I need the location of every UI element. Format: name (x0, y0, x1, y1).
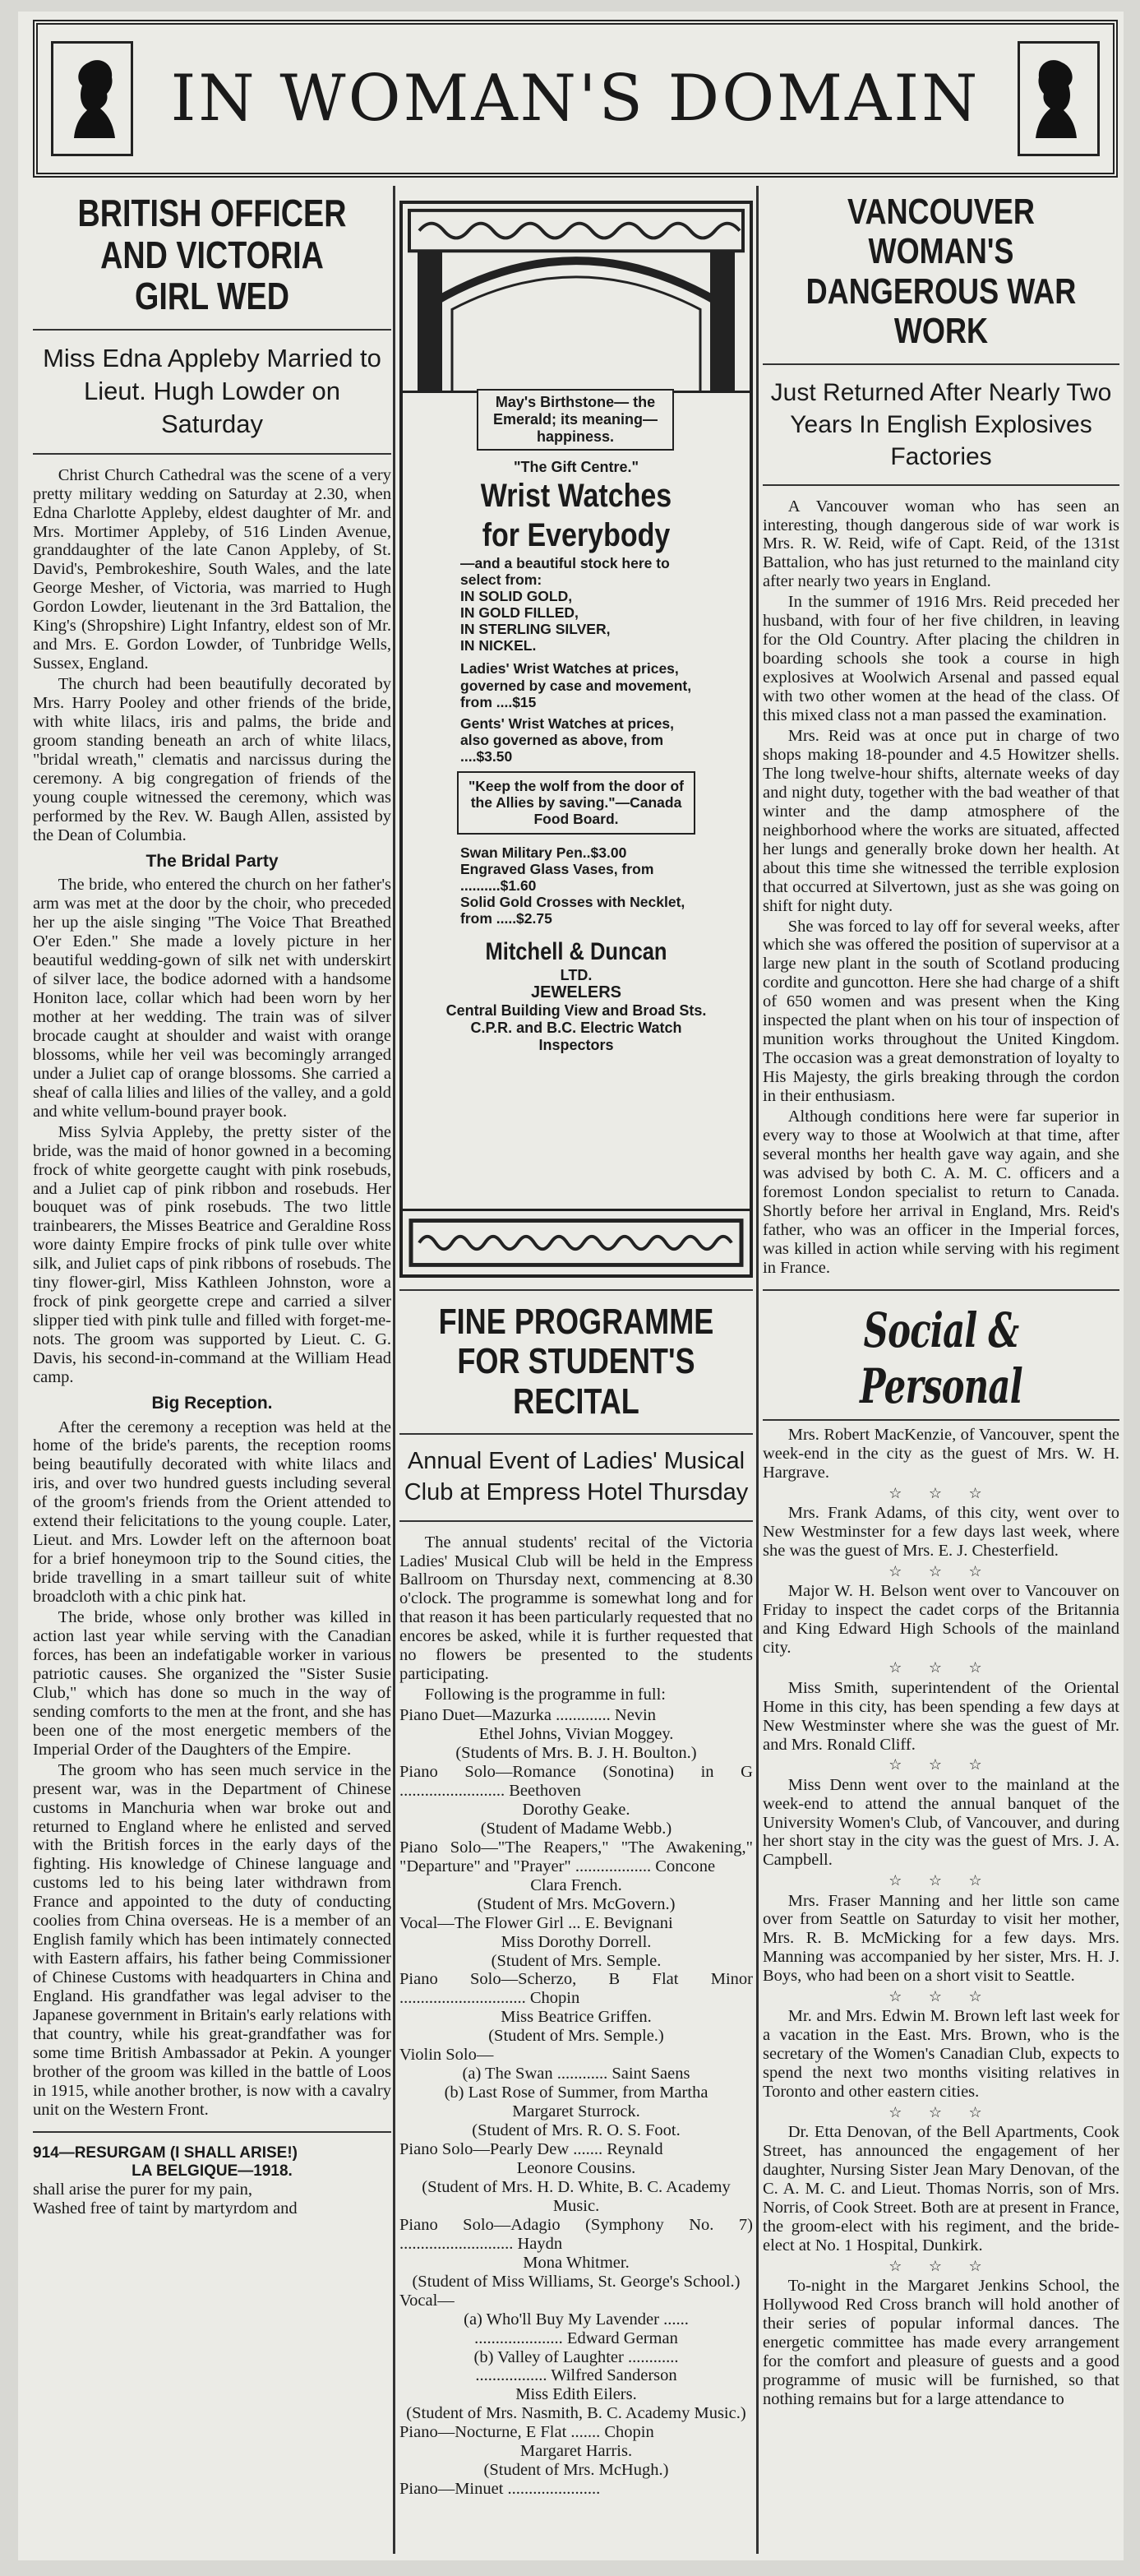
recital-article-body (399, 1533, 753, 2500)
programme-line: (Student of Mrs. McGovern.) (477, 1894, 676, 1913)
programme-line: Clara French. (530, 1875, 622, 1894)
star-separator-icon: ☆ ☆ ☆ (888, 1659, 994, 1676)
social-item: Mrs. Robert MacKenzie, of Vancouver, spent the week-end in the city as the guest of Mrs. W. H. Hargrave. (763, 1425, 1119, 1482)
firm-address: Central Building View and Broad Sts. (445, 1002, 707, 1020)
ladies-watches: Ladies' Wrist Watches at prices, governed by case and movement, from ....$15 (460, 660, 692, 710)
star-separator-icon: ☆ ☆ ☆ (888, 1756, 994, 1774)
programme-line: (a) The Swan ............ Saint Saens (462, 2065, 690, 2083)
programme-line: (Student of Mrs. R. O. S. Foot. (472, 2121, 681, 2140)
programme-line: Vocal—The Flower Girl ... E. Bevignani (399, 1913, 673, 1932)
ad-content (444, 459, 708, 1053)
poem-subtitle: LA BELGIQUE—1918. (132, 2162, 293, 2180)
programme-line: (Student of Mrs. Semple. (491, 1951, 662, 1970)
price-line: Engraved Glass Vases, from ..........$1.60 (460, 860, 654, 894)
social-item: Major W. H. Belson went over to Vancouver on Friday to inspect the cadet corps of the Britannia and King Edward High Schools of the mainland city. (763, 1581, 1119, 1657)
divider (399, 1520, 753, 1522)
programme-line: Leonore Cousins. (516, 2159, 636, 2177)
programme-line: Piano Solo—Pearly Dew ....... Reynald (399, 2140, 663, 2159)
programme-line: Miss Edith Eilers. (515, 2385, 637, 2404)
star-separator-icon: ☆ ☆ ☆ (888, 1484, 994, 1501)
newspaper-page (18, 12, 1124, 2560)
paragraph: Miss Sylvia Appleby, the pretty sister of the bride, was the maid of honor gowned in a becoming frock of white georgette caught with pink rosebuds, and a Juliet cap of pink ribbon and rosebuds. Her bouquet was of pink rosebuds. The two little trainbearers, the Misses Beatrice and Geraldine Ross wore dainty Empire frocks of pink tulle over white silk, and Juliet caps of pink ribbons of rosebuds. The tiny flower-girl, Miss Kathleen Johnston, wore a frock of pink georgette crepe and carried a silver slipper tied with pink tulle and filled with forget-me-nots. The groom was supported by Lieut. C. G. Davis, his second-in-command at the William Head camp. (33, 1122, 391, 1387)
stock-line: IN STERLING SILVER, (460, 621, 611, 638)
programme-line: Violin Solo— (399, 2046, 494, 2065)
programme-line: Miss Beatrice Griffen. (501, 2008, 652, 2027)
programme-line: Piano—Minuet ...................... (399, 2480, 601, 2499)
programme-line: Piano Solo—"The Reapers," "The Awakening," "Departure" and "Prayer" .................. Concone (399, 1838, 753, 1875)
divider (399, 1289, 753, 1291)
divider (763, 1289, 1119, 1291)
programme-line: Piano Solo—Romance (Sonotina) in G ......................... Beethoven (399, 1762, 753, 1800)
star-separator-icon: ☆ ☆ ☆ (888, 1988, 994, 2005)
divider (33, 453, 391, 455)
star-separator-icon: ☆ ☆ ☆ (888, 2258, 994, 2275)
paragraph: The bride, whose only brother was killed in action last year while serving with the Canadian forces, has been an indefatigable worker in various patriotic causes. She organized the "Sister Susie Club," which has done so much in the way of sending comforts to the men at the front, and she has been one of the most energetic members of the Imperial Order of the Daughters of the Empire. (33, 1608, 391, 1759)
programme-line: (Students of Mrs. B. J. H. Boulton.) (455, 1744, 697, 1763)
gents-watches: Gents' Wrist Watches at prices, also governed as above, from ....$3.50 (460, 715, 674, 765)
article-headline: VANCOUVER WOMAN'S DANGEROUS WAR WORK (805, 192, 1077, 352)
column-divider (393, 186, 395, 2554)
programme-line: Vocal— (399, 2291, 455, 2310)
programme-line: (Student of Mrs. Semple.) (488, 2027, 664, 2046)
star-separator-icon: ☆ ☆ ☆ (888, 1872, 994, 1889)
divider (399, 1433, 753, 1435)
stock-list (444, 555, 708, 654)
paragraph: Following is the programme in full: (424, 1686, 666, 1704)
article-body (33, 466, 391, 2120)
stock-line: IN NICKEL. (460, 637, 537, 654)
wedding-article (33, 192, 391, 2218)
stock-line: —and a beautiful stock here to select from: (460, 554, 670, 588)
paragraph: The annual students' recital of the Victoria Ladies' Musical Club will be held in the Empress Ballroom on Thursday next, commencing at 8.30 o'clock. The programme is somewhat long and for that reason it has been particularly requested that no encores be asked, while it is further requested that no flowers be presented to the students participating. (399, 1533, 753, 1684)
social-item: Mr. and Mrs. Edwin M. Brown left last week for a vacation in the East. Mrs. Brown, who is the secretary of the Women's Canadian Club, expects to spend the next two months visiting relatives in Toronto and other eastern cities. (763, 2007, 1119, 2102)
programme-line: Margaret Sturrock. (512, 2102, 640, 2121)
paragraph: She was forced to lay off for several weeks, after which she was offered the position of supervisor at a large new plant in the south of Scotland producing cordite and guncotton. Here she had charge of a shift of 650 women and was present when the King inspected the plant when on his tour of inspection of munition works throughout the United Kingdom. The occasion was a great demonstration of loyalty to His Majesty, the girls breaking through the cordon in their enthusiasm. (763, 917, 1119, 1106)
programme-line: (Student of Mrs. Nasmith, B. C. Academy Music.) (406, 2404, 746, 2423)
paragraph: After the ceremony a reception was held at the home of the bride's parents, the reception rooms being beautifully decorated with white lilacs and iris, and over two hundred guests including several of the groom's friends from the Orient attended to extend their felicitations to the young couple. Later, Lieut. and Mrs. Lowder left on the afternoon boat for a brief honeymoon trip to the Sound cities, the bride travelling in a smart tailleur suit of white broadcloth with a chic pink hat. (33, 1417, 391, 1607)
programme-line: (b) Last Rose of Summer, from Martha (444, 2083, 708, 2102)
programme-line: Piano Solo—Scherzo, B Flat Minor .............................. Chopin (399, 1970, 753, 2008)
programme-line: Margaret Harris. (519, 2442, 633, 2461)
stock-line: IN GOLD FILLED, (460, 604, 579, 622)
jeweler-advertisement (399, 201, 753, 1278)
verse-line: Washed free of taint by martyrdom and (33, 2199, 298, 2218)
article-headline: BRITISH OFFICER AND VICTORIA GIRL WED (77, 192, 347, 318)
firm-type: JEWELERS (530, 983, 622, 1002)
paragraph: Mrs. Reid was at once put in charge of two shops making 18-pounder and 4.5 Howitzer shells. The long twelve-hour shifts, alternate weeks of day and night duty, together with the bad weather of that winter and the damp atmosphere of the neighborhood where the works are situated, affected her lungs and generally broke down her health. At about this time she witnessed the terrible explosion that occurred at Silvertown, just as she was going on shift for night duty. (763, 727, 1119, 915)
article-subhead: Just Returned After Nearly Two Years In English Explosives Factories (770, 378, 1112, 470)
social-item: Dr. Etta Denovan, of the Bell Apartments, Cook Street, has announced the engagement of her daughter, Nursing Sister Jean Mary Denovan, of the C. A. M. C. and Lieut. Thomas Norris, son of Mrs. Norris, of Cook Street. Both are at present in France, the groom-elect with his regiment, and the bride-elect at No. 1 Hospital, Dunkirk. (763, 2123, 1119, 2255)
verse-line: shall arise the purer for my pain, (33, 2180, 252, 2199)
firm-name: Mitchell & Duncan (485, 938, 667, 966)
price-line: Solid Gold Crosses with Necklet, from .....$2.75 (460, 893, 685, 927)
programme-line: Piano Duet—Mazurka ............. Nevin (399, 1706, 656, 1725)
paragraph: Although conditions here were far superior in every way to those at Woolwich at that time, after several months her health gave way again, and she was advised by both C. A. M. C. officers and a foremost London specialist to return to Canada. Shortly before her arrival in England, Mrs. Reid's father, who was an officer in the Imperial forces, was killed in action while serving with his regiment in France. (763, 1108, 1119, 1277)
social-item: Miss Denn went over to the mainland at the week-end to attend the annual banquet of the University Women's Club, of Vancouver, and during her short stay in the city was the guest of Mrs. J. A. Campbell. (763, 1775, 1119, 1870)
divider (33, 2131, 391, 2133)
programme-line: (Student of Mrs. H. D. White, B. C. Academy Music. (422, 2177, 731, 2215)
gift-centre-label: "The Gift Centre." (513, 459, 639, 475)
article-subhead: Miss Edna Appleby Married to Lieut. Hugh Lowder on Saturday (43, 343, 381, 439)
column-divider (756, 186, 759, 2554)
birthstone-box: May's Birthstone— the Emerald; its meaning—happiness. (477, 389, 674, 451)
programme-line: Piano Solo—Adagio (Symphony No. 7) ........................... Haydn (399, 2215, 753, 2253)
price-line: Swan Military Pen..$3.00 (460, 844, 627, 861)
paragraph: Christ Church Cathedral was the scene of a very pretty military wedding on Saturday at 2.30, when Edna Charlotte Appleby, eldest daughter of Mr. and Mrs. Mortimer Appleby, of 516 Linden Avenue, granddaughter of the late Canon Appleby, of St. David's, Pembrokeshire, South Wales, and the late George Mesher, of Victoria, was married to Hugh Gordon Lowder, lieutenant in the 3rd Battalion, the King's (Shropshire) Light Infantry, eldest son of Mr. and Mrs. E. Gordon Lowder, of Tunbridge Wells, Sussex, England. (33, 465, 391, 673)
paragraph: A Vancouver woman who has seen an interesting, though dangerous side of war work is Mrs. R. W. Reid, wife of Capt. Reid, of the 131st Battalion, who has just returned to the mainland city after nearly two years in England. (763, 497, 1119, 591)
programme-line: (b) Valley of Laughter ............ (473, 2347, 679, 2366)
article-subhead: Annual Event of Ladies' Musical Club at Empress Hotel Thursday (404, 1448, 749, 1505)
paragraph: The groom who has seen much service in the present war, was in the Department of Chinese customs in Manchuria when war broke out and returned to England where he enlisted and served with the British forces in the early days of the fighting. His knowledge of Chinese language and customs led to his being later withdrawn from France and appointed to the duty of conducting coolies from China overseas. He is a member of an English family which has been intimately connected with Eastern affairs, his father being Commissioner of Chinese Customs with headquarters in China and England. His grandfather was legal adviser to the Japanese government in Britain's early relations with that country, while his great-grandfather was for some time British Ambassador at Pekin. A younger brother of the groom was killed in the battle of Loos in 1915, while another brother, is now with a cavalry unit on the Western Front. (33, 1760, 391, 2119)
ornamental-arch-icon (403, 204, 750, 393)
divider (763, 1419, 1119, 1421)
programme-line: Piano—Nocturne, E Flat ....... Chopin (399, 2423, 654, 2442)
social-item: To-night in the Margaret Jenkins School, the Hollywood Red Cross branch will hold another of their series of popular informal dances. The energetic committee has made every arrangement for the comfort and pleasure of guests and a good programme of music will be furnished, so that nothing remains but for a large attendance to (763, 2277, 1119, 2408)
ornamental-base-icon (403, 1209, 750, 1274)
woman-silhouette-right-icon (1018, 41, 1100, 156)
programme-list (399, 1706, 753, 2499)
programme-line: (Student of Madame Webb.) (480, 1819, 672, 1838)
divider (33, 329, 391, 331)
right-column (763, 192, 1119, 2411)
programme-line: (Student of Mrs. McHugh.) (483, 2461, 669, 2480)
programme-line: (a) Who'll Buy My Lavender ...... (464, 2310, 689, 2329)
programme-line: (Student of Miss Williams, St. George's School.) (412, 2272, 741, 2291)
poem-verse (33, 2181, 391, 2218)
article-headline: FINE PROGRAMME FOR STUDENT'S RECITAL (438, 1302, 714, 1422)
woman-silhouette-left-icon (51, 41, 133, 156)
paragraph: The bride, who entered the church on her father's arm was met at the door by the choir, who preceded her up the aisle singing "The Voice That Breathed O'er Eden." She made a lovely picture in her beautiful wedding-gown of silk net with underskirt of silver lace, the bodice adorned with a handsome Honiton lace, collar which had been worn by her mother at her wedding. The train was of silver brocade caught at shoulder and waist with orange blossoms, while her veil was becomingly arranged under a Juliet cap of orange blossoms. She carried a sheaf of calla lilies and lilies of the valley, and a gold and white vellum-bound prayer book. (33, 876, 391, 1121)
center-column (399, 192, 753, 2499)
star-separator-icon: ☆ ☆ ☆ (888, 1562, 994, 1579)
ad-headline: Wrist Watches for Everybody (480, 477, 672, 553)
section-title: IN WOMAN'S DOMAIN (170, 62, 981, 136)
programme-line: Miss Dorothy Dorrell. (501, 1932, 652, 1951)
section-heading: Big Reception. (151, 1393, 273, 1413)
stock-line: IN SOLID GOLD, (460, 587, 573, 604)
firm-ltd: LTD. (560, 966, 593, 983)
divider (763, 363, 1119, 365)
masthead (33, 20, 1118, 178)
section-heading: The Bridal Party (145, 851, 279, 871)
programme-line: ..................... Edward German (474, 2329, 678, 2347)
paragraph: The church had been beautifully decorated by Mrs. Harry Pooley and other friends of the bride, with white lilacs, iris and palms, the bride and groom standing beneath an arch of white lilacs, "bridal wreath," clematis and narcissus during the ceremony. A big congregation of friends of the young couple witnessed the ceremony, which was performed by the Rev. W. Baugh Allen, assisted by the Dean of Columbia. (33, 675, 391, 844)
food-board-box: "Keep the wolf from the door of the Allies by saving."—Canada Food Board. (457, 771, 695, 834)
article-body (763, 497, 1119, 1278)
programme-line: Ethel Johns, Vivian Moggey. (478, 1725, 674, 1744)
programme-line: Dorothy Geake. (522, 1800, 630, 1819)
social-item: Mrs. Frank Adams, of this city, went over to New Westminster for a few days last week, where she was the guest of Mrs. E. J. Chesterfield. (763, 1503, 1119, 1560)
social-item: Miss Smith, superintendent of the Oriental Home in this city, has been spending a few days at New Westminster where she was the guest of Mr. and Mrs. Ronald Cliff. (763, 1678, 1119, 1754)
paragraph: In the summer of 1916 Mrs. Reid preceded her husband, with four of her five children, in leaving for the Old Country. After placing the children in boarding schools she took a course in high explosives at Woolwich Arsenal and passed equal with two other women at the head of the class. Of this mixed class not a man passed the examination. (763, 593, 1119, 725)
price-list (444, 841, 708, 931)
poem-title: 914—RESURGAM (I SHALL ARISE!) (33, 2144, 298, 2162)
star-separator-icon: ☆ ☆ ☆ (888, 2104, 994, 2121)
social-items (763, 1426, 1119, 2409)
firm-inspectors: C.P.R. and B.C. Electric Watch Inspectors (470, 1020, 682, 1053)
divider (763, 484, 1119, 486)
programme-line: Mona Whitmer. (523, 2253, 630, 2272)
social-personal-heading: Social & Personal (860, 1302, 1022, 1414)
programme-line: ................. Wilfred Sanderson (475, 2366, 677, 2385)
social-item: Mrs. Fraser Manning and her little son came over from Seattle on Saturday to visit her mother, Mrs. R. B. McMicking for a few days. Mrs. Manning was accompanied by her sister, Mrs. H. J. Boys, who had been on a short visit to Seattle. (763, 1891, 1119, 1986)
